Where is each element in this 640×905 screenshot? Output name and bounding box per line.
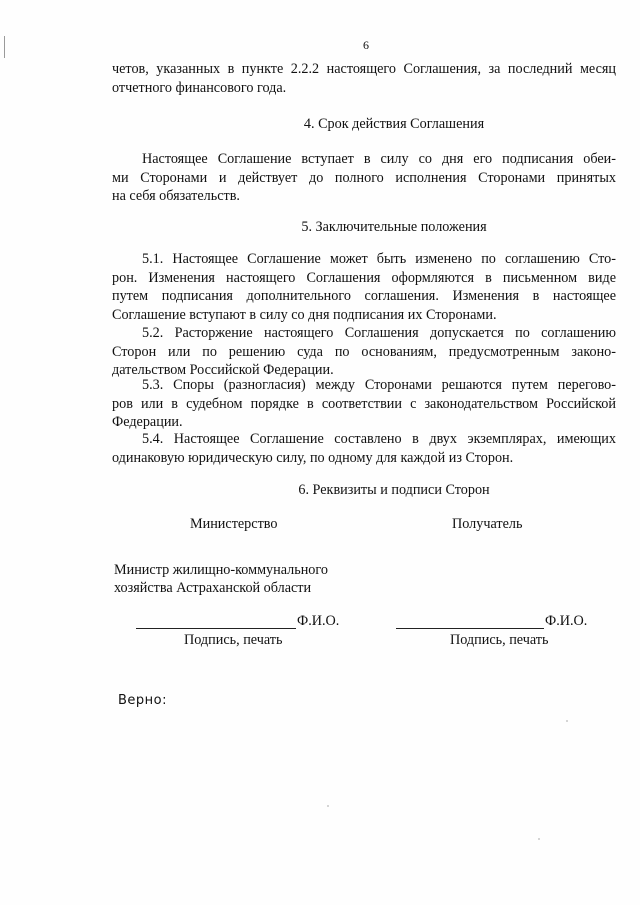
- text-line: Сторон или по решению суда по основаниям, предусмотренным законо-: [112, 343, 616, 360]
- continuation-paragraph: [112, 60, 616, 97]
- text-line: 5.3. Споры (разногласия) между Сторонами решаются путем перегово-: [142, 377, 616, 393]
- text-line: четов, указанных в пункте 2.2.2 настоящего Соглашения, за последний месяц: [112, 61, 616, 77]
- scan-speck: [538, 838, 540, 840]
- section-5-paragraph-2: [112, 324, 616, 380]
- text-line: ров или в судебном порядке в соответствии с законодательством Российской: [112, 395, 616, 412]
- left-signature-caption: Подпись, печать: [184, 632, 283, 648]
- text-line: рон. Изменения настоящего Соглашения оформляются в письменном виде: [112, 269, 616, 286]
- section-4-paragraph: [112, 150, 616, 206]
- verno-mark: Верно:: [118, 693, 168, 708]
- section-5-paragraph-3: [112, 376, 616, 432]
- scan-speck: [327, 805, 329, 807]
- text-line: одинаковую юридическую силу, по одному для каждой из Сторон.: [112, 449, 514, 466]
- text-line: ми Сторонами и действует до полного исполнения Сторонами принятых: [112, 169, 616, 186]
- left-fio-label: Ф.И.О.: [297, 613, 340, 629]
- text-line: Настоящее Соглашение вступает в силу со дня его подписания обеи-: [142, 151, 616, 167]
- scan-speck: [566, 720, 568, 722]
- right-signature-line: [396, 628, 544, 629]
- text-line: 5.4. Настоящее Соглашение составлено в двух экземплярах, имеющих: [142, 431, 616, 447]
- right-party-label: Получатель: [452, 516, 523, 532]
- text-line: путем подписания дополнительного соглашения. Изменения в настоящее: [112, 288, 616, 305]
- text-line: дательством Российской Федерации.: [112, 362, 334, 379]
- text-line: 5.1. Настоящее Соглашение может быть изменено по соглашению Сто-: [142, 251, 616, 267]
- left-party-label: Министерство: [190, 516, 278, 532]
- text-line: отчетного финансового года.: [112, 79, 287, 96]
- right-signature-caption: Подпись, печать: [450, 632, 549, 648]
- right-fio-label: Ф.И.О.: [545, 613, 588, 629]
- section-4-heading: 4. Срок действия Соглашения: [303, 116, 485, 132]
- section-5-paragraph-4: [112, 430, 616, 467]
- section-5-heading: 5. Заключительные положения: [301, 219, 487, 235]
- section-5-paragraph-1: [112, 250, 616, 324]
- page-number: 6: [363, 38, 369, 52]
- section-6-heading: 6. Реквизиты и подписи Сторон: [298, 482, 490, 498]
- text-line: на себя обязательств.: [112, 188, 240, 205]
- text-line: Соглашение вступают в силу со дня подписания их Сторонами.: [112, 306, 497, 323]
- text-line: Федерации.: [112, 414, 183, 431]
- left-signature-line: [136, 628, 296, 629]
- minister-title-line-1: Министр жилищно-коммунального: [114, 562, 328, 578]
- minister-title-line-2: хозяйства Астраханской области: [114, 580, 312, 596]
- scan-edge-mark: [4, 36, 5, 58]
- text-line: 5.2. Расторжение настоящего Соглашения допускается по соглашению: [142, 325, 616, 341]
